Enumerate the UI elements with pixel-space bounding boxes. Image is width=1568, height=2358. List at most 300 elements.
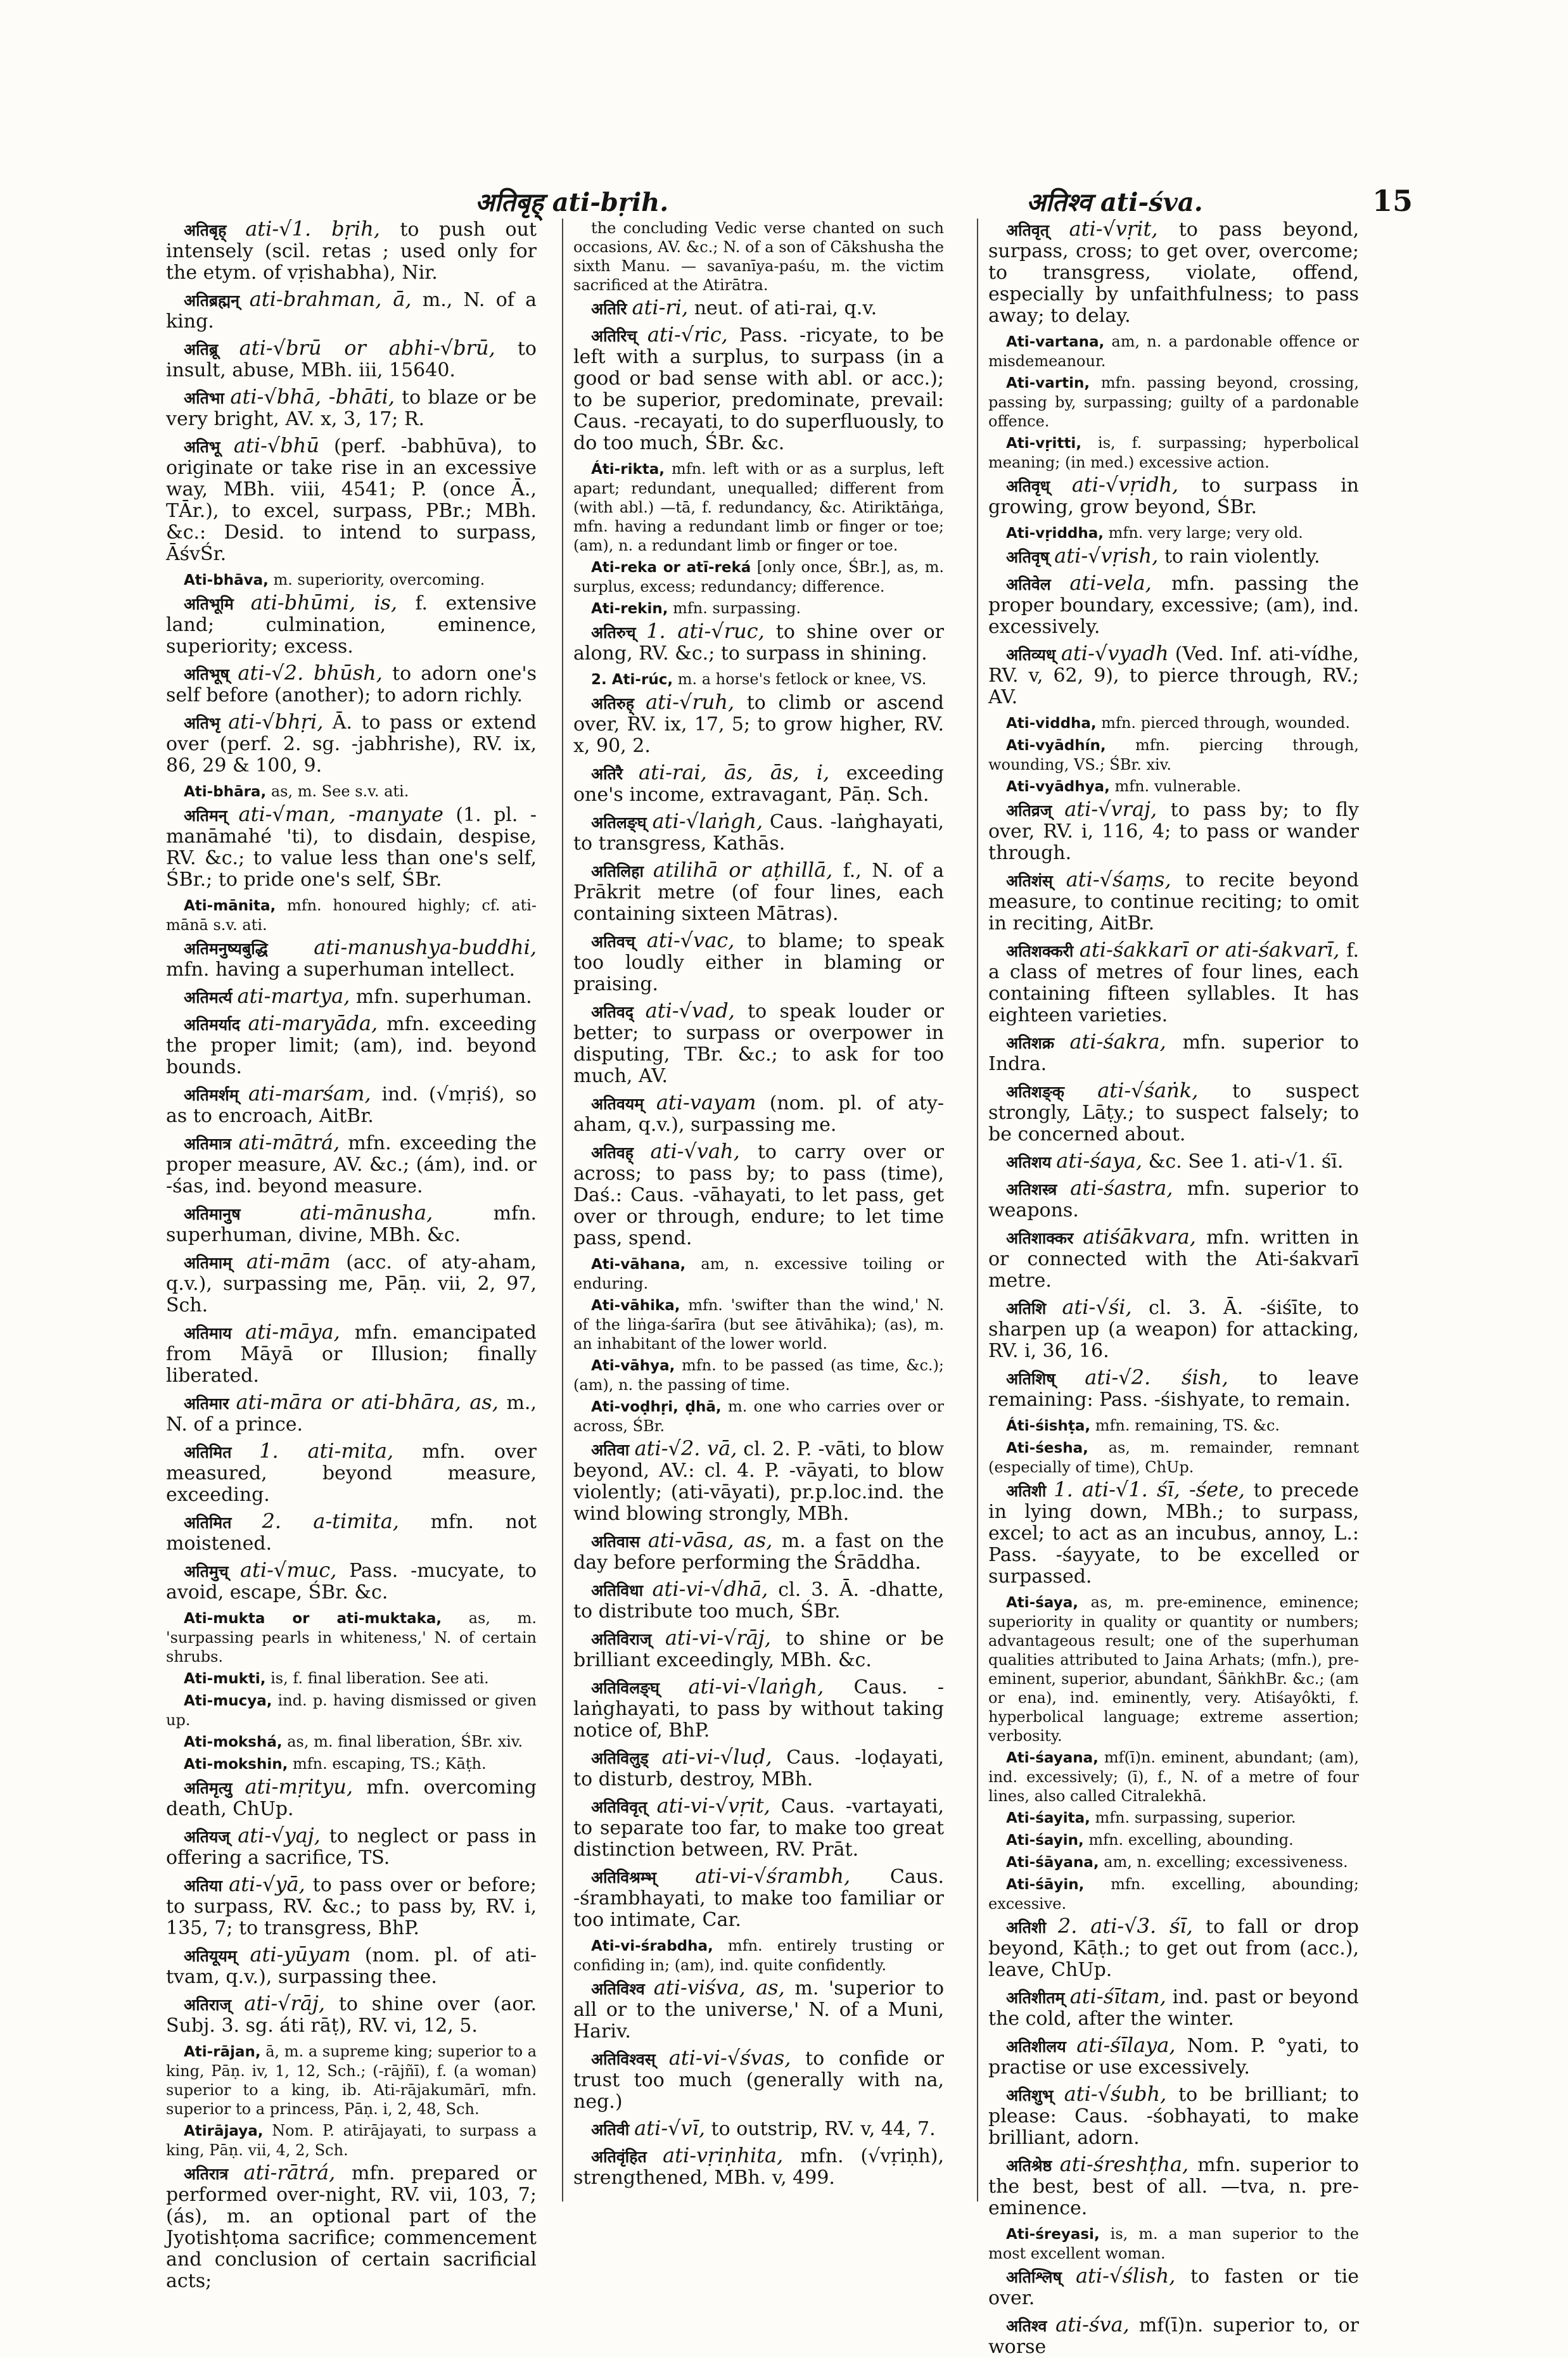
sub-entry: [166, 570, 537, 590]
devanagari-headword: अतिमानुष: [184, 1205, 241, 1223]
devanagari-headword: अतिमात्र: [184, 1135, 232, 1153]
sub-entry-headword: Ati-vāhya,: [591, 1358, 675, 1374]
dictionary-entry: [166, 1441, 537, 1506]
transliterated-headword: ati-śakkarī or ati-śakvarī,: [1079, 938, 1340, 962]
transliterated-headword: ati-mānusha,: [300, 1201, 433, 1225]
entry-definition: to precede in lying down, MBh.; to surpass, excel; to act as an incubus, annoy, L.: Pass. -śayyate, to be excelled or surpassed.: [988, 1479, 1359, 1588]
entry-definition: Caus. -laṅghayati, to transgress, Kathās.: [573, 811, 944, 855]
transliterated-headword: ati-√vyadh: [1061, 641, 1169, 665]
sub-entry-definition: as, m. remainder, remnant (especially of time), ChUp.: [988, 1439, 1359, 1476]
dictionary-entry: [166, 289, 537, 333]
dictionary-entry: [988, 2084, 1359, 2149]
sub-entry-definition: ā, m. a supreme king; superior to a king, Pāṇ. iv, 1, 12, Sch.; (-rājñī), f. (a woman) superior to a king, ib. Ati-rājakumārī, mfn. superior to a princess, Pāṇ. i, 2, 48, Sch.: [166, 2043, 537, 2118]
dictionary-entry: [573, 1092, 944, 1136]
dictionary-entry: [573, 1977, 944, 2043]
transliterated-headword: ati-bhūmi, is,: [250, 590, 398, 615]
entry-definition: cl. 3. Ā. -śiśīte, to sharpen up (a weapon) for attacking, RV. i, 36, 16.: [988, 1297, 1359, 1362]
transliterated-headword: ati-√rāj,: [244, 1991, 326, 2015]
devanagari-headword: अतिशक्र: [1006, 1034, 1055, 1052]
transliterated-headword: 1. ati-√ruc,: [646, 619, 765, 643]
entry-definition: ind. (√mṛiś), so as to encroach, AitBr.: [166, 1083, 537, 1127]
sub-entry: [988, 1808, 1359, 1828]
transliterated-headword: ati-√yaj,: [238, 1823, 321, 1847]
transliterated-headword: ati-maryāda,: [248, 1011, 378, 1035]
sub-entry: [573, 599, 944, 618]
dictionary-entry: [166, 1322, 537, 1387]
sub-entry-definition: mfn. left with or as a surplus, left apart; redundant, unequalled; different from (with abl.) —tā, f. redundancy, &c. Atiriktāṅga, mfn. having a redundant limb or finger or toe; (am), n. a redundant limb or finger or toe.: [573, 460, 944, 554]
devanagari-headword: अतिशीलय: [1006, 2037, 1066, 2056]
sub-entry-definition: mfn. vulnerable.: [1109, 777, 1241, 795]
devanagari-headword: अतिवास: [591, 1533, 641, 1551]
entry-definition: to pass by; to fly over, RV. i, 116, 4; to pass or wander through.: [988, 799, 1359, 864]
devanagari-headword: अतिविराज्: [591, 1630, 652, 1648]
column-divider: [562, 219, 563, 2202]
sub-entry-definition: mfn. 'swifter than the wind,' N. of the liṅga-śarīra (but see ātivāhika); (as), m. an inhabitant of the lower world.: [573, 1296, 944, 1353]
sub-entry: [573, 459, 944, 555]
sub-entry-definition: mfn. excelling, abounding; excessive.: [988, 1875, 1359, 1913]
devanagari-headword: अतिरुच्: [591, 623, 636, 642]
dictionary-entry: [573, 1438, 944, 1525]
devanagari-headword: अतिमुच्: [184, 1562, 229, 1581]
sub-entry-definition: as, m. pre-eminence, eminence; superiority in quality or quantity or numbers; advantageous result; one of the superhuman qualities attributed to Jaina Arhats; (mfn.), pre-eminent, superior, abundant, ŚāṅkhBr. &c.; (am or ena), ind. eminently, very. Atiśayôkti, f. hyperbolical language; extreme assertion; verbosity.: [988, 1593, 1359, 1745]
transliterated-headword: ati-brahman, ā,: [249, 287, 412, 311]
dictionary-entry: [573, 1628, 944, 1671]
dictionary-entry: [988, 1227, 1359, 1292]
devanagari-headword: अतिविलङ्घ्: [591, 1679, 660, 1697]
entry-definition: Ā. to pass or extend over (perf. 2. sg. -jabhrishe), RV. ix, 86, 29 & 100, 9.: [166, 711, 537, 777]
transliterated-headword: ati-vi-√śrambh,: [695, 1864, 851, 1888]
entry-definition: to shine over or along, RV. &c.; to surpass in shining.: [573, 621, 945, 665]
entry-definition: to suspect strongly, Lāṭy.; to suspect falsely; to be concerned about.: [988, 1080, 1359, 1145]
entry-definition: m., N. of a king.: [166, 289, 537, 333]
transliterated-headword: ati-vayam: [656, 1090, 756, 1114]
transliterated-headword: ati-mām: [246, 1249, 331, 1273]
devanagari-headword: अतिमार: [184, 1394, 229, 1413]
transliterated-headword: ati-√yā,: [229, 1872, 305, 1896]
entry-definition: (nom. pl. of aty-aham, q.v.), surpassing me.: [573, 1092, 944, 1136]
sub-entry: [988, 1416, 1359, 1436]
transliterated-headword: ati-√ślish,: [1075, 2264, 1176, 2288]
sub-entry-definition: mfn. escaping, TS.; Kāṭh.: [288, 1755, 487, 1773]
sub-entry-definition: m. one who carries over or across, ŚBr.: [573, 1398, 944, 1435]
transliterated-headword: ati-√ric,: [647, 322, 728, 347]
sub-entry: [166, 896, 537, 934]
devanagari-headword: अतिभूष्: [184, 665, 229, 684]
sub-entry-headword: Ati-śesha,: [1006, 1440, 1088, 1456]
devanagari-headword: अतिशक्करी: [1006, 942, 1074, 960]
sub-entry-headword: Ati-śreyasi,: [1006, 2226, 1100, 2243]
sub-entry: [166, 1754, 537, 1774]
dictionary-entry: [166, 1560, 537, 1603]
entry-definition: (Ved. Inf. ati-vídhe, RV. v, 62, 9), to pierce through, RV.; AV.: [988, 643, 1359, 708]
entry-definition: mfn. superhuman, divine, MBh. &c.: [166, 1202, 537, 1246]
entry-definition: (perf. -babhūva), to originate or take rise in an excessive way, MBh. viii, 4541; P. (once Ā., TĀr.), to excel, surpass, PBr.; MBh. &c.: Desid. to intend to surpass, ĀśvŚr.: [166, 435, 537, 565]
transliterated-headword: ati-√2. vā,: [634, 1436, 737, 1460]
entry-definition: to outstrip, RV. v, 44, 7.: [705, 2118, 936, 2140]
entry-definition: (acc. of aty-aham, q.v.), surpassing me, Pāṇ. vii, 2, 97, Sch.: [166, 1251, 537, 1316]
devanagari-headword: अतिशुभ्: [1006, 2086, 1054, 2105]
sub-entry: [988, 777, 1359, 796]
sub-entry: [988, 1593, 1359, 1745]
devanagari-headword: अतिशाक्कर: [1006, 1229, 1074, 1247]
sub-entry-definition: mfn. remaining, TS. &c.: [1090, 1417, 1280, 1434]
devanagari-headword: अतिशङ्क्: [1006, 1083, 1064, 1101]
entry-definition: to blaze or be very bright, AV. x, 3, 17; R.: [166, 386, 537, 430]
dictionary-entry: [988, 1150, 1359, 1173]
sub-entry-headword: Ati-vyādhín,: [1006, 737, 1106, 754]
dictionary-entry: [988, 1080, 1359, 1145]
transliterated-headword: ati-√2. śish,: [1085, 1365, 1228, 1389]
column-divider: [977, 219, 978, 2202]
entry-definition: to shine over (aor. Subj. 3. sg. áti rāṭ), RV. vi, 12, 5.: [166, 1993, 537, 2037]
devanagari-headword: अतिब्रू: [184, 340, 219, 359]
entry-definition: mfn. exceeding the proper measure, AV. &c.; (ám), ind. or -śas, ind. beyond measure.: [166, 1132, 537, 1197]
sub-entry-headword: Ati-bhāra,: [184, 784, 267, 800]
devanagari-headword: अतिशस्त्र: [1006, 1180, 1057, 1199]
devanagari-headword: अतिव्यध्: [1006, 646, 1056, 664]
transliterated-headword: ati-śva,: [1055, 2312, 1130, 2336]
dictionary-entry: [166, 1944, 537, 1988]
transliterated-headword: ati-√bhṛi,: [228, 710, 324, 734]
dictionary-entry: [988, 799, 1359, 864]
sub-entry: [988, 1438, 1359, 1477]
entry-definition: to recite beyond measure, to continue reciting; to omit in reciting, AitBr.: [988, 869, 1359, 934]
transliterated-headword: ati-√bhā, -bhāti,: [230, 385, 395, 409]
entry-definition: mfn. (√vṛiṇh), strengthened, MBh. v, 499.: [573, 2145, 944, 2189]
sub-entry-headword: Ati-voḍhṛi, ḍhā,: [591, 1399, 722, 1415]
sub-entry: [988, 1875, 1359, 1913]
entry-definition: mfn. passing the proper boundary, excessive; (am), ind. excessively.: [988, 573, 1359, 638]
devanagari-headword: अतिरै: [591, 765, 623, 783]
sub-entry-definition: mfn. to be passed (as time, &c.); (am), n. the passing of time.: [573, 1356, 944, 1394]
sub-entry: [573, 1296, 944, 1353]
dictionary-entry: [988, 2035, 1359, 2079]
sub-entry-headword: Ati-mānita,: [184, 898, 276, 914]
transliterated-headword: ati-martya,: [237, 984, 350, 1008]
devanagari-headword: अतिवी: [591, 2120, 630, 2139]
transliterated-headword: ati-māra or ati-bhāra, as,: [236, 1390, 499, 1414]
sub-entry-headword: Ati-śaya,: [1006, 1595, 1078, 1611]
entry-definition: f., N. of a Prākrit metre (of four lines, each containing sixteen Mātras).: [573, 860, 944, 925]
dictionary-entry: [573, 1676, 944, 1742]
entry-definition: mfn. superhuman.: [350, 986, 532, 1008]
sub-entry-definition: mf(ī)n. eminent, abundant; (am), ind. excessively; (ī), f., N. of a metre of four lines, also called Citralekhā.: [988, 1749, 1359, 1805]
entry-definition: mfn. superior to weapons.: [988, 1178, 1359, 1221]
sub-entry-definition: is, f. surpassing; hyperbolical meaning; (in med.) excessive action.: [988, 434, 1359, 471]
entry-definition: to push out intensely (scil. retas ; used only for the etym. of vṛishabha), Nir.: [166, 219, 537, 284]
devanagari-headword: अतिश्व: [1006, 2317, 1047, 2335]
devanagari-headword: अतियज्: [184, 1828, 230, 1846]
entry-definition: m. a fast on the day before performing the Śrāddha.: [573, 1530, 944, 1574]
dictionary-entry: [166, 592, 537, 658]
sub-entry-definition: m. superiority, overcoming.: [268, 571, 485, 589]
sub-entry-headword: Ati-śāyana,: [1006, 1854, 1099, 1871]
transliterated-headword: ati-śreshṭha,: [1059, 2152, 1189, 2176]
sub-entry-definition: as, m. 'surpassing pearls in whiteness,' N. of certain shrubs.: [166, 1609, 537, 1666]
dictionary-entry: [573, 1795, 944, 1861]
dictionary-entry: [988, 219, 1359, 327]
devanagari-headword: अतिविधा: [591, 1581, 644, 1600]
entry-definition: to fasten or tie over.: [988, 2266, 1359, 2309]
transliterated-headword: ati-√vac,: [646, 928, 735, 952]
sub-entry: [166, 1669, 537, 1688]
dictionary-entry: [166, 1776, 537, 1820]
transliterated-headword: ati-mṛityu,: [245, 1775, 354, 1799]
dictionary-entry: [166, 663, 537, 706]
sub-entry-definition: mfn. pierced through, wounded.: [1096, 714, 1351, 732]
sub-entry-headword: Ati-mokshin,: [184, 1756, 288, 1773]
dictionary-entry: [166, 338, 537, 381]
transliterated-headword: ati-śastra,: [1070, 1176, 1173, 1200]
sub-entry-headword: Ati-mukta or ati-muktaka,: [184, 1610, 442, 1627]
sub-entry-definition: mfn. passing beyond, crossing, passing by, surpassing; guilty of a pardonable offence.: [988, 374, 1359, 430]
dictionary-entry: [166, 1825, 537, 1869]
devanagari-headword: अतिशंस्: [1006, 872, 1053, 890]
sub-entry-definition: as, m. See s.v. ati.: [266, 782, 409, 800]
dictionary-entry: [573, 297, 944, 319]
devanagari-headword: अतिरात्र: [184, 2165, 229, 2183]
sub-entry-headword: Áti-śishṭa,: [1006, 1418, 1091, 1434]
devanagari-headword: अतिविश्व: [591, 1980, 645, 1998]
entry-definition: Caus. -loḍayati, to disturb, destroy, MBh.: [573, 1747, 944, 1790]
sub-entry: [988, 1830, 1359, 1850]
dictionary-entry: [988, 1297, 1359, 1362]
dictionary-entry: [988, 1367, 1359, 1411]
dictionary-entry: [573, 860, 944, 925]
dictionary-entry: [166, 1392, 537, 1436]
dictionary-entry: [166, 219, 537, 284]
sub-entry-headword: 2. Ati-rúc,: [591, 672, 673, 688]
dictionary-entry: [988, 2314, 1359, 2358]
sub-entry-headword: Ati-bhāva,: [184, 572, 269, 589]
devanagari-headword: अतिवेल: [1006, 575, 1051, 594]
column-3: [988, 217, 1360, 2358]
entry-definition: to surpass in growing, grow beyond, ŚBr.: [988, 475, 1359, 518]
dictionary-entry: [573, 2145, 944, 2189]
devanagari-headword: अतिविलुड्: [591, 1749, 649, 1768]
transliterated-headword: ati-marśam,: [248, 1081, 371, 1106]
transliterated-headword: ati-vāsa, as,: [647, 1528, 773, 1552]
dictionary-entry: [573, 1579, 944, 1622]
sub-entry: [988, 523, 1359, 543]
entry-definition: mfn. exceeding the proper limit; (am), ind. beyond bounds.: [166, 1013, 537, 1078]
sub-entry-headword: Ati-vartana,: [1006, 334, 1105, 350]
dictionary-entry: [573, 1530, 944, 1574]
entry-definition: to pass beyond, surpass, cross; to get over, overcome; to transgress, violate, offend, especially by unfaithfulness; to pass away; to delay.: [988, 219, 1360, 327]
transliterated-headword: ati-vi-√luḍ,: [661, 1745, 772, 1769]
entry-definition: mfn. overcoming death, ChUp.: [166, 1776, 537, 1820]
dictionary-entry: [573, 621, 944, 665]
sub-entry-definition: mfn. surpassing, superior.: [1090, 1809, 1296, 1826]
sub-entry-definition: m. a horse's fetlock or knee, VS.: [673, 670, 927, 688]
sub-entry: [573, 670, 944, 689]
transliterated-headword: ati-manushya-buddhi,: [314, 935, 537, 959]
sub-entry-definition: is, m. a man superior to the most excellent woman.: [988, 2225, 1359, 2262]
devanagari-headword: अतिवच्: [591, 933, 635, 951]
dictionary-entry: [988, 573, 1359, 638]
devanagari-headword: अतिभा: [184, 389, 224, 407]
transliterated-headword: ati-√śubh,: [1064, 2082, 1167, 2106]
transliterated-headword: ati-√vṛish,: [1054, 544, 1159, 568]
transliterated-headword: ati-√vī,: [634, 2116, 706, 2140]
dictionary-entry: [573, 762, 944, 806]
devanagari-headword: अतिविश्रम्भ्: [591, 1868, 656, 1887]
devanagari-headword: अतिमर्याद: [184, 1016, 241, 1034]
entry-definition: to speak louder or better; to surpass or overpower in disputing, TBr. &c.; to ask for too much, AV.: [573, 1000, 945, 1087]
devanagari-headword: अतिवृत्: [1006, 221, 1049, 239]
sub-entry-headword: Ati-vṛiddha,: [1006, 525, 1104, 542]
sub-entry-definition: am, n. excessive toiling or enduring.: [573, 1255, 944, 1292]
dictionary-entry: [166, 711, 537, 777]
devanagari-headword: अतिमाम्: [184, 1254, 233, 1272]
sub-entry: [166, 2042, 537, 2119]
sub-entry: [573, 1356, 944, 1394]
entry-definition: mfn. superior to the best, best of all. —tva, n. pre-eminence.: [988, 2154, 1359, 2219]
transliterated-headword: 1. ati-mita,: [259, 1439, 394, 1463]
continued-text: [573, 219, 944, 295]
dictionary-entry: [166, 2162, 537, 2292]
sub-entry: [166, 782, 537, 801]
devanagari-headword: अतिविश्वस्: [591, 2050, 656, 2068]
entry-definition: mfn. superior to Indra.: [988, 1031, 1359, 1075]
entry-definition: to confide or trust too much (generally with na, neg.): [573, 2048, 944, 2113]
sub-entry-headword: Ati-reka or atī-reká: [591, 559, 751, 576]
entry-definition: mfn. prepared or performed over-night, RV. vii, 103, 7; (ás), m. an optional part of the Jyotishṭoma sacrifice; commencement and conclusion of certain sacrificial acts;: [166, 2162, 537, 2292]
sub-entry: [166, 1732, 537, 1752]
dictionary-entry: [573, 1747, 944, 1790]
transliterated-headword: atilihā or aṭhillā,: [653, 858, 833, 882]
devanagari-headword: अतिवृष्: [1006, 548, 1050, 566]
devanagari-headword: अतिभृ: [184, 714, 220, 732]
devanagari-headword: अतिरुह्: [591, 694, 635, 713]
transliterated-headword: ati-√laṅgh,: [652, 809, 763, 833]
sub-entry-definition: am, n. excelling; excessiveness.: [1099, 1853, 1348, 1871]
sub-entry-headword: Ati-mukti,: [184, 1671, 266, 1687]
entry-definition: mf(ī)n. superior to, or worse: [988, 2314, 1360, 2358]
sub-entry-definition: mfn. entirely trusting or confiding in; (am), ind. quite confidently.: [573, 1937, 944, 1974]
sub-entry-headword: Ati-mokshá,: [184, 1734, 283, 1750]
dictionary-entry: [573, 2118, 944, 2140]
sub-entry-headword: Ati-rājan,: [184, 2044, 261, 2060]
dictionary-entry: [166, 435, 537, 565]
sub-entry: [573, 1397, 944, 1436]
dictionary-entry: [988, 2154, 1359, 2219]
devanagari-headword: अतिश्लिष्: [1006, 2268, 1062, 2286]
sub-entry-definition: as, m. final liberation, ŚBr. xiv.: [282, 1733, 523, 1750]
dictionary-entry: [573, 2048, 944, 2113]
dictionary-entry: [573, 1000, 944, 1087]
devanagari-headword: अतिवृध्: [1006, 477, 1050, 495]
dictionary-entry: [988, 1479, 1359, 1588]
devanagari-headword: अतिमन्: [184, 806, 227, 825]
devanagari-headword: अतिश्रेष्ठ: [1006, 2157, 1052, 2175]
entry-definition: to pass over or before; to surpass, RV. &c.; to pass by, RV. i, 135, 7; to transgress, BhP.: [166, 1874, 537, 1939]
transliterated-headword: ati-√vah,: [650, 1139, 740, 1163]
entry-definition: Caus. -vartayati, to separate too far, to make too great distinction between, RV. Prāt.: [573, 1795, 944, 1861]
transliterated-headword: ati-rātrá,: [243, 2160, 336, 2184]
entry-definition: Caus. -laṅghayati, to pass by without taking notice of, BhP.: [573, 1676, 944, 1742]
entry-definition: m. 'superior to all or to the universe,' N. of a Muni, Hariv.: [573, 1977, 945, 2043]
right-running-headword: अतिश्व ati-śva.: [1026, 188, 1203, 217]
dictionary-entry: [573, 930, 944, 995]
dictionary-entry: [988, 545, 1359, 568]
entry-definition: neut. of ati-rai, q.v.: [688, 297, 877, 319]
entry-definition: mfn. not moistened.: [166, 1511, 537, 1555]
devanagari-headword: अतिरि: [591, 300, 627, 318]
entry-definition: Nom. P. °yati, to practise or use excessively.: [988, 2035, 1359, 2079]
sub-entry-definition: mfn. honoured highly; cf. ati-mānā s.v. ati.: [166, 896, 537, 934]
transliterated-headword: ati-vi-√śvas,: [668, 2046, 791, 2070]
transliterated-headword: 1. ati-√1. śī, -śete,: [1054, 1477, 1246, 1501]
dictionary-entry: [988, 1178, 1359, 1221]
entry-definition: mfn. having a superhuman intellect.: [166, 959, 516, 981]
dictionary-entry: [573, 692, 944, 757]
column-1: [166, 217, 537, 2292]
entry-definition: mfn. over measured, beyond measure, exceeding.: [166, 1441, 537, 1506]
entry-definition: ind. past or beyond the cold, after the winter.: [988, 1986, 1359, 2030]
sub-entry-headword: Ati-vi-śrabdha,: [591, 1938, 713, 1954]
transliterated-headword: ati-vi-√dhā,: [652, 1577, 768, 1601]
transliterated-headword: ati-śaya,: [1056, 1149, 1143, 1173]
sub-entry-headword: Ati-vṛitti,: [1006, 435, 1082, 452]
sub-entry-headword: Ati-śayin,: [1006, 1832, 1084, 1849]
transliterated-headword: ati-√2. bhūsh,: [238, 661, 383, 685]
transliterated-headword: ati-√vad,: [645, 998, 735, 1023]
entry-definition: (nom. pl. of ati-tvam, q.v.), surpassing thee.: [166, 1944, 537, 1988]
transliterated-headword: ati-rai, ās, ās, i,: [639, 760, 830, 784]
entry-definition: exceeding one's income, extravagant, Pāṇ. Sch.: [573, 762, 945, 806]
entry-definition: f. extensive land; culmination, eminence, superiority; excess.: [166, 592, 537, 658]
devanagari-headword: अतिमित: [184, 1514, 232, 1532]
dictionary-entry: [573, 1866, 944, 1931]
devanagari-headword: अतिशि: [1006, 1299, 1047, 1318]
entry-definition: Pass. -ricyate, to be left with a surplus, to surpass (in a good or bad sense with abl. or acc.); to be superior, predominate, prevail: Caus. -recayati, to do superfluously, to do too much, ŚBr. &c.: [573, 324, 945, 454]
sub-entry: [988, 1748, 1359, 1806]
transliterated-headword: ati-viśva, as,: [653, 1975, 785, 1999]
sub-entry-definition: ind. p. having dismissed or given up.: [166, 1692, 537, 1729]
sub-entry: [166, 2121, 537, 2160]
sub-entry-headword: Ati-vāhika,: [591, 1297, 680, 1314]
entry-definition: Pass. -mucyate, to avoid, escape, ŚBr. &c.: [166, 1560, 537, 1603]
transliterated-headword: ati-√1. bṛih,: [245, 217, 380, 241]
dictionary-entry: [988, 1031, 1359, 1075]
devanagari-headword: अतिवह्: [591, 1144, 634, 1162]
sub-entry-definition: am, n. a pardonable offence or misdemeanour.: [988, 333, 1359, 370]
sub-entry-definition: is, f. final liberation. See ati.: [265, 1669, 489, 1687]
entry-definition: to be brilliant; to please: Caus. -śobhayati, to make brilliant, adorn.: [988, 2084, 1359, 2149]
sub-entry: [166, 1691, 537, 1730]
sub-entry-headword: Ati-śāyin,: [1006, 1877, 1085, 1893]
devanagari-headword: अतिभूमि: [184, 595, 234, 613]
transliterated-headword: ati-√brū or abhi-√brū,: [239, 336, 495, 360]
sub-entry-headword: Ati-śayita,: [1006, 1810, 1090, 1826]
sub-entry-definition: mfn. excelling, abounding.: [1083, 1831, 1294, 1849]
dictionary-entry: [166, 937, 537, 981]
entry-definition: mfn. written in or connected with the Ati-śakvarī metre.: [988, 1227, 1359, 1292]
dictionary-entry: [988, 643, 1359, 708]
transliterated-headword: ati-√śaṅk,: [1097, 1078, 1199, 1102]
sub-entry: [988, 332, 1359, 371]
transliterated-headword: ati-māya,: [245, 1320, 340, 1344]
sub-entry: [166, 1609, 537, 1666]
entry-definition: to neglect or pass in offering a sacrifice, TS.: [166, 1825, 537, 1869]
left-running-headword: अतिबृह् ati-bṛih.: [475, 188, 669, 217]
dictionary-entry: [166, 386, 537, 430]
transliterated-headword: ati-√śi,: [1062, 1295, 1132, 1319]
dictionary-entry: [988, 940, 1359, 1026]
sub-entry: [988, 1852, 1359, 1872]
entry-definition: Caus. -śrambhayati, to make too familiar or too intimate, Car.: [573, 1866, 944, 1931]
